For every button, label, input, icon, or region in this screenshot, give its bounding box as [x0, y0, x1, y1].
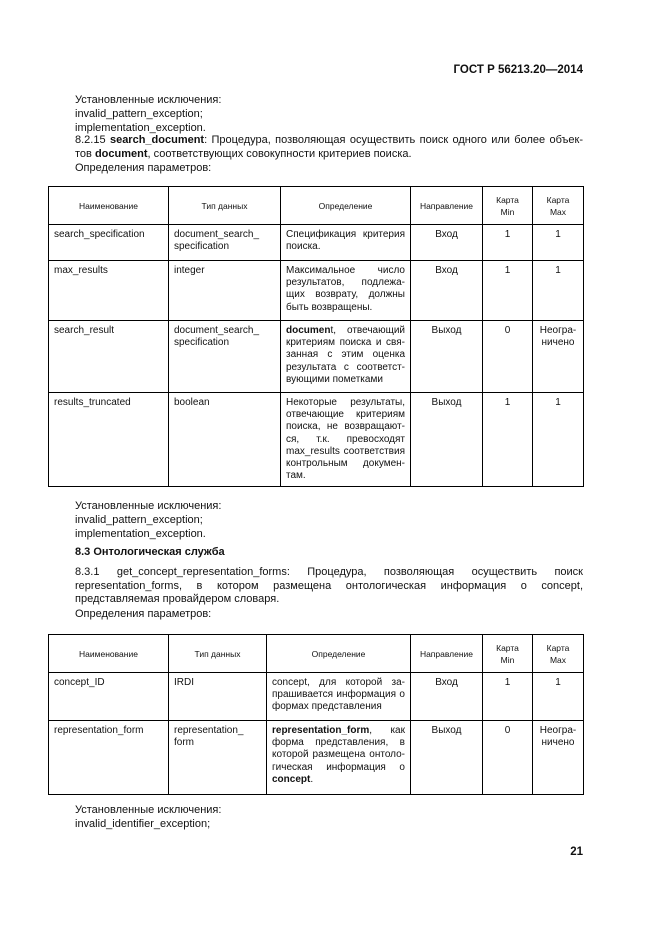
cell-name: representation_form [49, 721, 169, 795]
cell-definition: representation_form, как форма представления, в которой размещена онтоло-гическая информация о concept. [267, 721, 411, 795]
procedure-name: search_document [109, 134, 205, 146]
cell-direction: Выход [411, 321, 483, 393]
table-row [49, 261, 584, 321]
cell-max: Неогра-ничено [533, 721, 584, 795]
cell-name: results_truncated [49, 393, 169, 487]
exceptions-title: Установленные исключения: [75, 500, 222, 512]
cell-min: 1 [483, 225, 533, 261]
col-name: Наименование [49, 635, 169, 673]
section-text: : Процедура, позволяющая осуществить поиск одного или более объек-тов [75, 134, 583, 160]
col-type: Тип данных [169, 187, 281, 225]
params-title: Определения параметров: [75, 162, 212, 174]
cell-definition: Максимальное число результатов, подлежа-щих возврату, должны быть возвращены. [281, 261, 411, 321]
section-8-2-15 [48, 134, 583, 161]
cell-max: 1 [533, 673, 584, 721]
col-card-max: Карта Max [533, 187, 584, 225]
cell-max: 1 [533, 225, 584, 261]
cell-type: integer [169, 261, 281, 321]
col-card-max: Карта Max [533, 635, 584, 673]
exception-item: invalid_identifier_exception; [75, 818, 211, 830]
cell-min: 1 [483, 261, 533, 321]
cell-definition: concept, для которой за-прашивается информация о формах представления [267, 673, 411, 721]
exception-item: implementation_exception. [75, 122, 206, 134]
section-number: 8.2.15 [75, 134, 106, 146]
table-row [49, 393, 584, 487]
col-direction: Направление [411, 187, 483, 225]
cell-direction: Выход [411, 393, 483, 487]
page-number: 21 [570, 846, 583, 858]
col-definition: Определение [281, 187, 411, 225]
cell-type: document_search_ specification [169, 225, 281, 261]
cell-direction: Вход [411, 225, 483, 261]
cell-name: search_result [49, 321, 169, 393]
cell-direction: Вход [411, 261, 483, 321]
cell-max: 1 [533, 393, 584, 487]
table-row [49, 321, 584, 393]
cell-type: boolean [169, 393, 281, 487]
params-table-1 [48, 186, 584, 487]
section-8-3-1 [48, 566, 583, 607]
cell-type: IRDI [169, 673, 267, 721]
cell-min: 0 [483, 321, 533, 393]
exceptions-title: Установленные исключения: [75, 804, 222, 816]
document-header: ГОСТ Р 56213.20—2014 [453, 64, 583, 76]
col-name: Наименование [49, 187, 169, 225]
term: document [94, 147, 148, 160]
exceptions-title: Установленные исключения: [75, 94, 222, 106]
exception-item: invalid_pattern_exception; [75, 108, 203, 120]
params-title: Определения параметров: [75, 608, 212, 620]
cell-definition: document, отвечающий критериям поиска и свя-занная с этим оценка результата с соответст-вующими пометками [281, 321, 411, 393]
col-card-min: Карта Min [483, 635, 533, 673]
cell-type: representation_ form [169, 721, 267, 795]
cell-definition: Спецификация критерия поиска. [281, 225, 411, 261]
table-row [49, 721, 584, 795]
table-row [49, 225, 584, 261]
cell-direction: Выход [411, 721, 483, 795]
params-table-2 [48, 634, 584, 795]
cell-min: 1 [483, 393, 533, 487]
col-card-min: Карта Min [483, 187, 533, 225]
cell-type: document_search_ specification [169, 321, 281, 393]
cell-name: search_specification [49, 225, 169, 261]
col-type: Тип данных [169, 635, 267, 673]
cell-direction: Вход [411, 673, 483, 721]
cell-name: concept_ID [49, 673, 169, 721]
section-text: 8.3.1 get_concept_representation_forms: Процедура, позволяющая осуществить поиск representation_forms, в котором размещена онтологическая информация о concept, представляемая провайдером словаря. [75, 566, 583, 605]
table-row [49, 673, 584, 721]
exception-item: invalid_pattern_exception; [75, 514, 203, 526]
col-definition: Определение [267, 635, 411, 673]
cell-max: 1 [533, 261, 584, 321]
cell-max: Неогра-ничено [533, 321, 584, 393]
col-direction: Направление [411, 635, 483, 673]
cell-name: max_results [49, 261, 169, 321]
cell-min: 1 [483, 673, 533, 721]
exception-item: implementation_exception. [75, 528, 206, 540]
section-text-end: , соответствующих совокупности критериев поиска. [147, 147, 412, 160]
section-heading: 8.3 Онтологическая служба [75, 546, 225, 558]
cell-definition: Некоторые результаты, отвечающие критериям поиска, не возвращают-ся, т.к. превосходят max_results соответствия контрольным докумен-там. [281, 393, 411, 487]
cell-min: 0 [483, 721, 533, 795]
